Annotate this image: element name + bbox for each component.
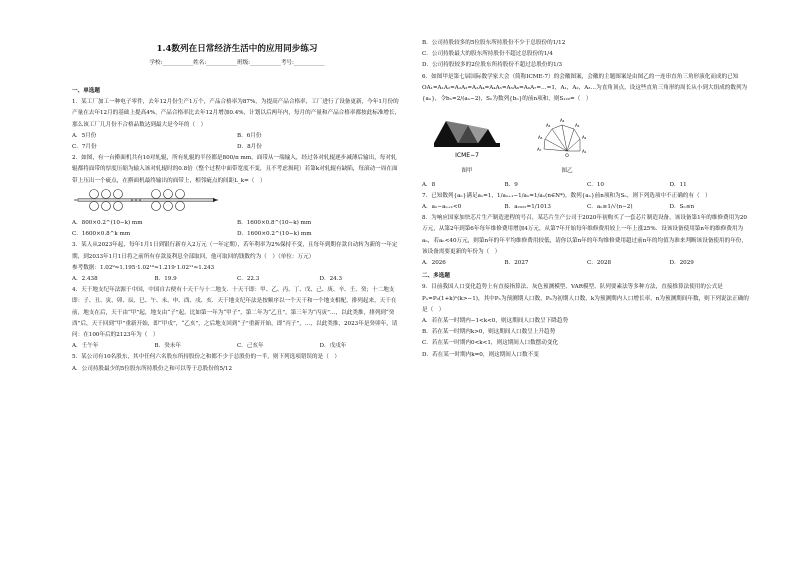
question-3-reference: 参考数据：1.02⁹≈1.195·1.02¹⁰≈1.219·1.02¹¹≈1.243 xyxy=(72,264,215,271)
question-9-options xyxy=(422,316,752,361)
option[interactable]: C．7月份 xyxy=(72,144,97,151)
question-1: 1．某工厂加工一种电子零件，去年12月份生产1万个，产品合格率为87%，为提高产品合格率，工厂进行了设备更新，今年1月份的产量在去年12月的基础上提高4%，产品合格率比去年12月增加0.4%，计划以后两年内，每月的产量和产品合格率都按此标准增长，那么该工厂几月份不合格品数达到最大是今年的（ ） xyxy=(72,99,401,128)
question-3: 3．某人从2023年起，每年1月1日到银行新存入2万元（一年定期），若年利率为2%保持不变，且每年到期存款自动转为新的一年定期，到2033年1月1日将之前所有存款及利息全部取回，他可取回的钱数约为（ ）（单位：万元） xyxy=(72,242,398,260)
question-2-options xyxy=(72,218,402,240)
question-5-option-b[interactable]: B．公司持股较多的5位股东所持股份不少于总股份的1/12 xyxy=(422,40,566,46)
question-2: 2．如图，有一台擀面机共有10对轧辊，所有轧辊的半径都是800/π mm，面带从一端输入，经过各对轧辊逐步减薄后输出，每对轧辊都将面带的厚度压缩为输入该对轧辊时的0.8倍（整个过程中面带宽度不变，且不考虑损耗）若第k对轧辊有缺陷，每滚动一周在面带上压出一个疵点，在擀面机最终输出的面带上，相邻疵点的间距L_k=（ ） xyxy=(72,155,398,184)
option[interactable]: C．10 xyxy=(587,181,604,188)
icme-logo-figure xyxy=(432,113,502,161)
svg-text:A₆: A₆ xyxy=(538,135,543,141)
option[interactable]: D．戊戌年 xyxy=(319,343,347,350)
question-6-figures xyxy=(432,109,752,177)
question-6-options xyxy=(422,180,752,191)
option[interactable]: A．800×0.2^(10−k) mm xyxy=(72,220,143,227)
question-6: 6．如图甲是第七届国际数学家大会（简称ICME-7）的会徽图案，会徽的主题图案是由图乙的一连串直角三角形演化而成的已知OA₁=A₁A₂=A₂A₃=A₃A₄=A₄A₅=A₅A₆=A₆A₇=…=1，A₁，A₂，A₃…为直角顶点，设这些直角三角形的周长从小到大组成的数列为{aₙ}，令bₙ=2/(aₙ−2)，Sₙ为数列{bₙ}的前n项和，则S₁₂₀=（ ） xyxy=(422,73,748,103)
option[interactable]: C．22.3 xyxy=(237,276,260,283)
question-4: 4．天干地支纪年法源于中国，中国自古便有十天干与十二地支．十天干即：甲、乙、丙、丁、戊、己、庚、辛、壬、癸；十二地支即：子、丑、寅、卯、辰、巳、午、未、申、酉、戌、亥．天干地支纪年法是按顺序以一个天干和一个地支相配，排列起来，天干在前，地支在后，天干由“甲”起，地支由“子”起，比如第一年为“甲子”，第二年为“乙丑”，第三年为“丙寅”…，以此类推，排列到“癸酉”后，天干回到“甲”重新开始，即“甲戌”，“乙亥”，之后地支回到“子”重新开始，即“丙子”，…，以此类推，2023年是癸卯年，请问：在100年后的2123年为（ ） xyxy=(72,287,398,339)
figure-jia xyxy=(432,113,502,177)
question-9: 9．目前我国人口变化趋势上有直接指算法、灰色预测模型、VAR模型、队列要素法等多种方法，直接推算法使用的公式是Pₙ=P₀(1+k)ⁿ(k>−1)，其中Pₙ为预测期人口数，P₀为初期人口数，k为预测期内人口增长率，n为预测期间年数，则下列说法正确的是（ ） xyxy=(422,284,749,313)
question-5-option-d[interactable]: D．公司持股较多的2位股东所持股份不超过总股份的1/3 xyxy=(422,62,563,69)
question-5-option-c[interactable]: C．公司持股最大的股东所持股份不超过总股份的1/4 xyxy=(422,51,553,58)
option[interactable]: C．若在某一时期内0<k<1，则这期间人口数摆动变化 xyxy=(422,340,559,347)
svg-text:A₂: A₂ xyxy=(582,135,587,141)
option[interactable]: B．19.9 xyxy=(154,276,177,283)
question-7-options xyxy=(422,202,752,213)
option[interactable]: C．2028 xyxy=(587,260,612,267)
student-info-line: 学校:___________姓名:___________班级:___________考号:___________ xyxy=(149,60,325,66)
section-heading-multiple-choice: 二、多选题 xyxy=(422,273,450,280)
option[interactable]: C．己亥年 xyxy=(237,343,264,350)
option[interactable]: D．11 xyxy=(669,181,687,188)
option[interactable]: A．2.438 xyxy=(72,276,98,283)
section-heading-single-choice: 一、单选题 xyxy=(72,88,100,94)
option[interactable]: B．癸未年 xyxy=(154,343,181,350)
question-1-options xyxy=(72,131,402,153)
option[interactable]: D．2029 xyxy=(669,260,694,267)
option[interactable]: A．8 xyxy=(422,181,436,188)
option[interactable]: C．1600×0.8^k mm xyxy=(72,231,131,238)
roller-diagram xyxy=(72,189,222,211)
option[interactable]: B．2027 xyxy=(504,260,529,267)
option[interactable]: D．若在某一时期内k=0，则这期间人口数不变 xyxy=(422,351,539,358)
svg-text:A₁: A₁ xyxy=(582,149,587,155)
question-3-options xyxy=(72,274,402,285)
option[interactable]: B．若在某一时期内k>0，则这期间人口数呈上升趋势 xyxy=(422,329,556,336)
spiral-triangles-figure xyxy=(532,109,602,161)
option[interactable]: B．9 xyxy=(504,181,518,188)
option[interactable]: B．a₂₀₂₂=1/1013 xyxy=(504,204,551,211)
option[interactable]: A．壬午年 xyxy=(72,343,99,350)
svg-text:O: O xyxy=(565,154,569,160)
option[interactable]: D．Sₙ≤n xyxy=(669,204,695,211)
svg-text:A₄: A₄ xyxy=(560,118,565,124)
option[interactable]: A．aₙ−aₙ₊₁<0 xyxy=(422,204,462,211)
question-7: 7．已知数列{aₙ}满足a₁=1，1/aₙ₊₁−1/aₙ=1/aₙ(n∈N*)，数列{aₙ}前n项和为Sₙ，则下列选项中不正确的有（ ） xyxy=(422,192,711,199)
option[interactable]: D．1600×0.2^(10−k) mm xyxy=(237,231,312,238)
option[interactable]: A．2026 xyxy=(422,260,446,267)
right-column xyxy=(422,38,752,361)
question-8-options xyxy=(422,258,752,269)
figure-jia-label: ICME−7 xyxy=(455,152,479,160)
question-4-options xyxy=(72,341,402,352)
question-5: 5．某公司有10名股东，其中任何六名股东所持股份之和都不少于总股份的一半，则下列选项错误的是（ ） xyxy=(72,354,340,361)
svg-text:A₃: A₃ xyxy=(575,123,580,129)
svg-text:A₇: A₇ xyxy=(537,147,542,153)
question-5-option-a[interactable]: A．公司持股最少的5位股东所持股份之和可以等于总股份的5/12 xyxy=(72,365,233,372)
svg-text:A₅: A₅ xyxy=(546,123,551,129)
option[interactable]: C．aₙ≥1/√(n−2) xyxy=(587,204,633,211)
option[interactable]: D．24.3 xyxy=(319,276,343,283)
left-column xyxy=(72,84,402,375)
option[interactable]: B．6月份 xyxy=(237,132,262,139)
option[interactable]: A．若在某一时期内−1<k<0，则这期间人口数呈下降趋势 xyxy=(422,318,569,325)
option[interactable]: B．1600×0.8^(10−k) mm xyxy=(237,220,312,227)
figure-yi-caption: 图乙 xyxy=(561,168,573,175)
question-8: 8．为响应国家加快芯片生产制造进程的号召，某芯片生产公司于2020年初购买了一套芯片制造设备，该设备第1年的维修费用为20万元，从第2年到第6年每年维修费用增加4万元，从第7年开始每年维修费用较上一年上涨25%．设该设备使用第n年的维修费用为aₙ，若aₙ<40万元，则第n年的年平均维修费用较低，请你以第n年的年均维修费用超过前n年的均值为准来判断该设备使用的年份，该设备需要更新的年份为（ ） xyxy=(422,215,747,255)
option[interactable]: D．8月份 xyxy=(237,144,262,151)
page-title: 1.4数列在日常经济生活中的应用同步练习 xyxy=(156,44,318,54)
figure-jia-caption: 图甲 xyxy=(461,168,473,175)
figure-yi xyxy=(532,109,602,177)
roller-figure xyxy=(72,189,402,216)
option[interactable]: A．5月份 xyxy=(72,132,97,139)
